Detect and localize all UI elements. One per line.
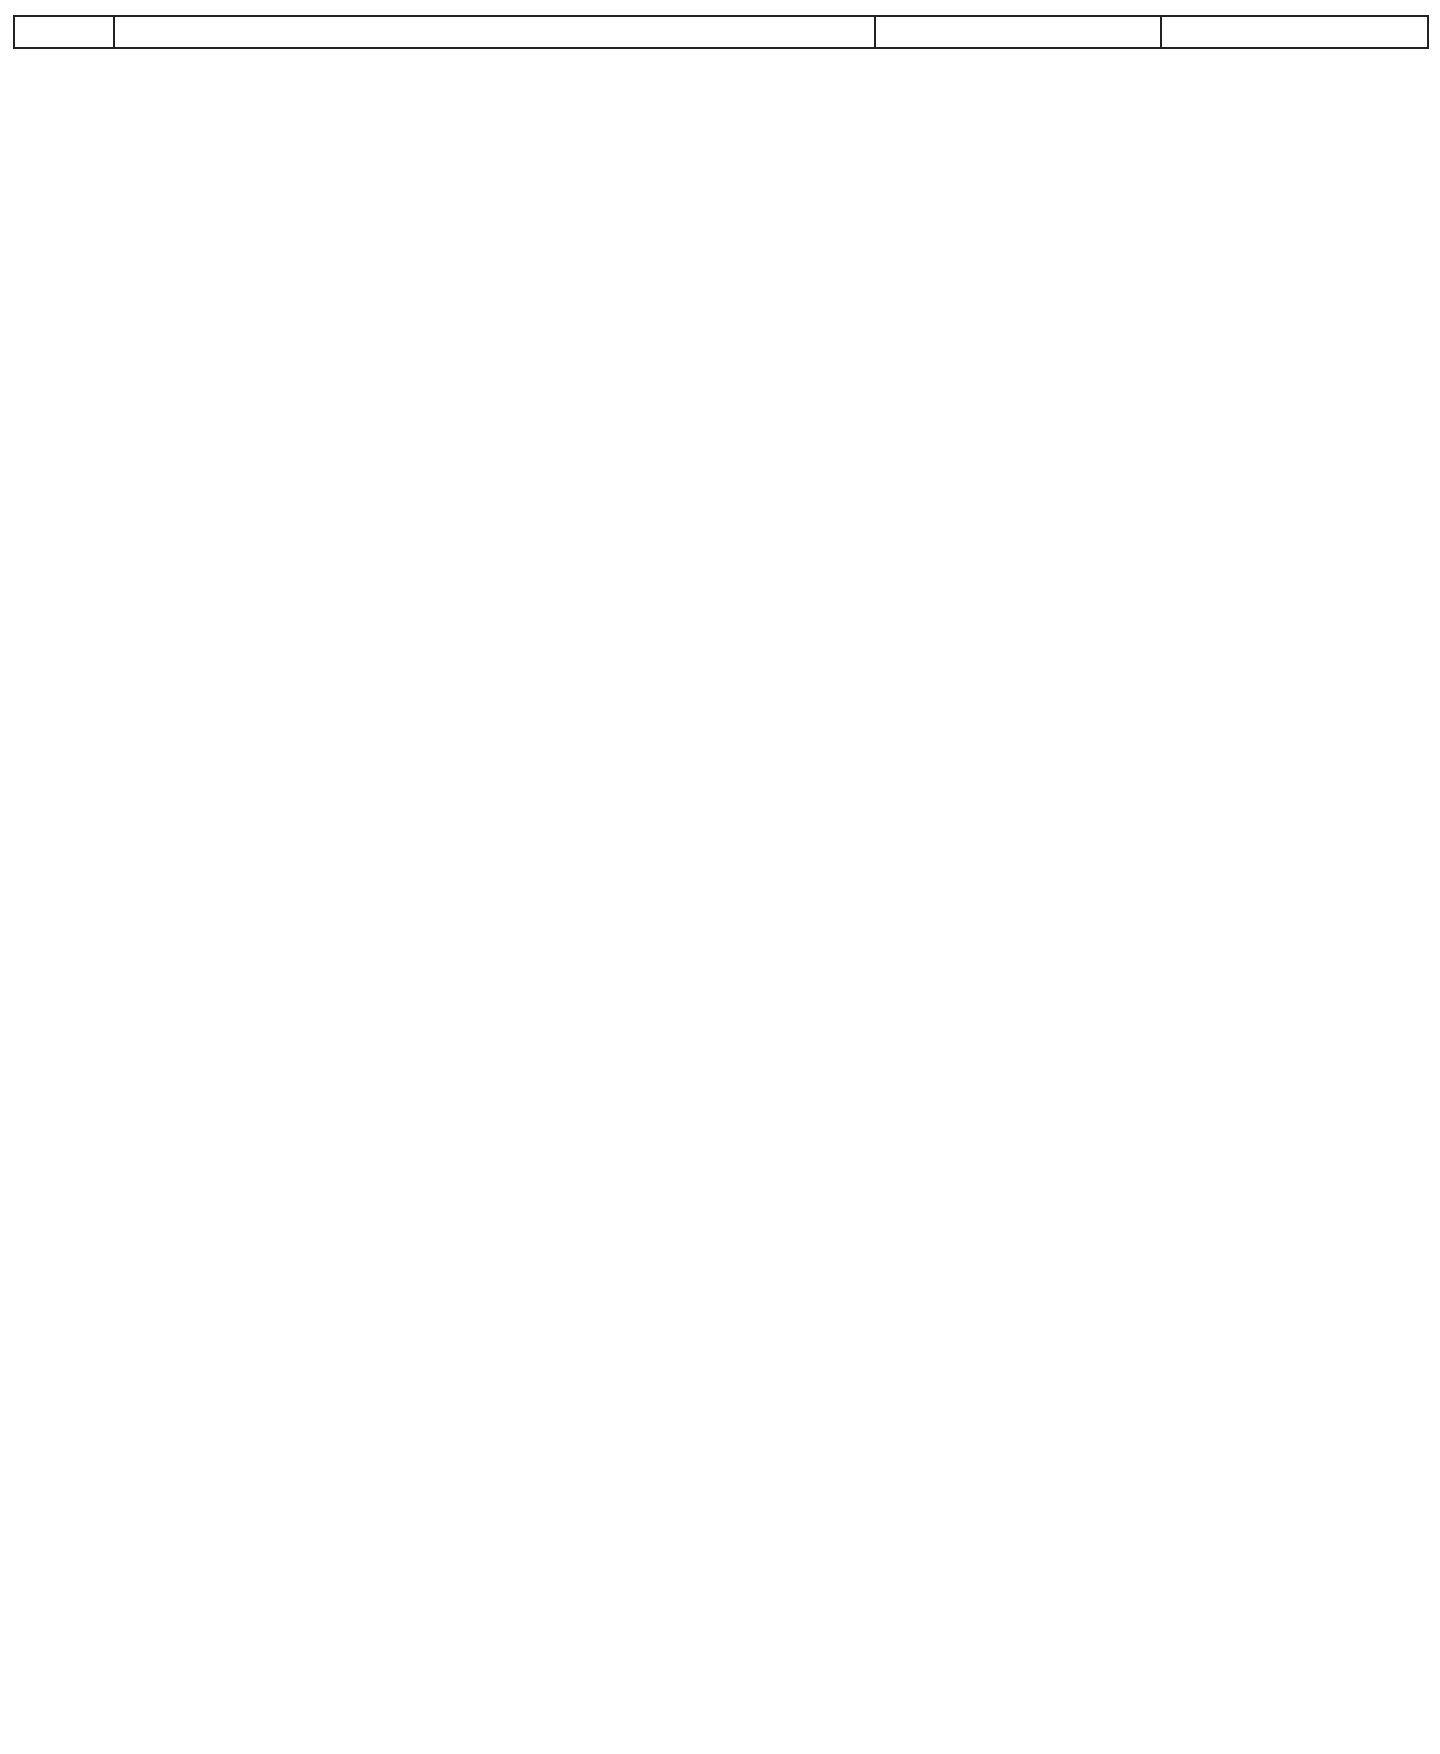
header-no [1161, 16, 1428, 48]
header-row [14, 16, 1428, 48]
diagnostic-table [13, 15, 1429, 49]
header-yes [875, 16, 1161, 48]
header-action [114, 16, 875, 48]
header-step [14, 16, 114, 48]
